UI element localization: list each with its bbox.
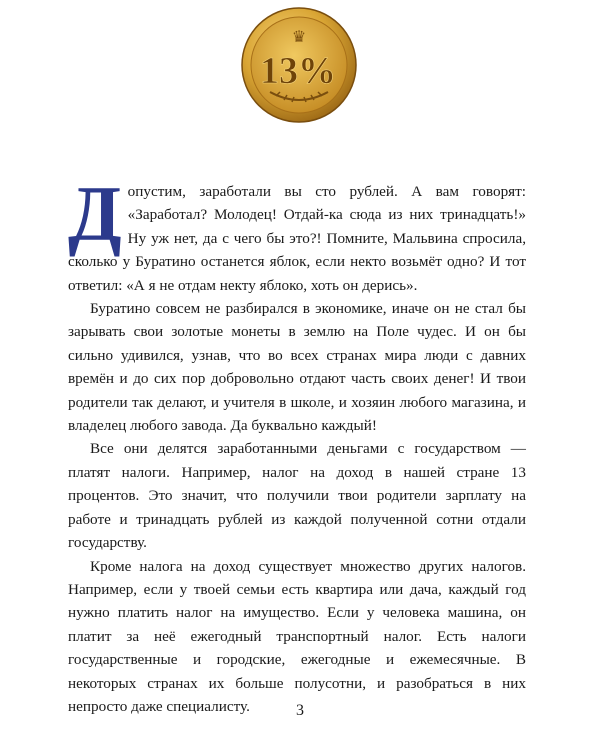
paragraph-1 bbox=[68, 170, 526, 297]
article-text bbox=[68, 170, 526, 718]
paragraph-4: Кроме налога на доход существует множество других налогов. Например, если у твоей семьи есть квартира или дача, каждый год нужно платить налог на имущество. Если у человека машина, он платит за неё ежегодный транспортный налог. Есть налоги государственные и городские, ежегодные и ежемесячные. В некоторых странах их больше полусотни, и разобраться в них непросто даже специалисту. bbox=[68, 557, 526, 715]
coin-illustration bbox=[240, 6, 358, 124]
paragraph-1-text: опустим, заработали вы сто рублей. А вам говорят: «Заработал? Молодец! Отдай-ка сюда из них тринадцать!» Ну уж нет, да с чего бы это?! Помните, Мальвина спросила, сколько у Буратино останется яблок, если некто возьмёт одно? И тот ответил: «А я не отдам некту яблоко, хоть он дерись». bbox=[68, 183, 526, 294]
paragraph-3: Все они делятся заработанными деньгами с государством — платят налоги. Например, налог на доход в нашей стране 13 процентов. Это значит, что получили твои родители зарплату на работе и тринадцать рублей из каждой полученной сотни отдали государству. bbox=[68, 440, 526, 552]
coin-label: 13% bbox=[260, 50, 336, 92]
paragraph-2: Буратино совсем не разбирался в экономике, иначе он не стал бы зарывать свои золотые монеты в землю на Поле чудес. И он бы сильно удивился, узнав, что во всех странах мира люди с давних времён и до сих пор добровольно отдают часть своих денег! И твои родители так делают, и учителя в школе, и хозяин любого магазина, и владелец любого завода. Да буквально каждый! bbox=[68, 300, 526, 435]
gold-coin-icon bbox=[240, 6, 358, 124]
coin-crown: ♛ bbox=[291, 29, 307, 46]
drop-cap: Д bbox=[68, 170, 122, 257]
page-number: 3 bbox=[296, 702, 304, 719]
